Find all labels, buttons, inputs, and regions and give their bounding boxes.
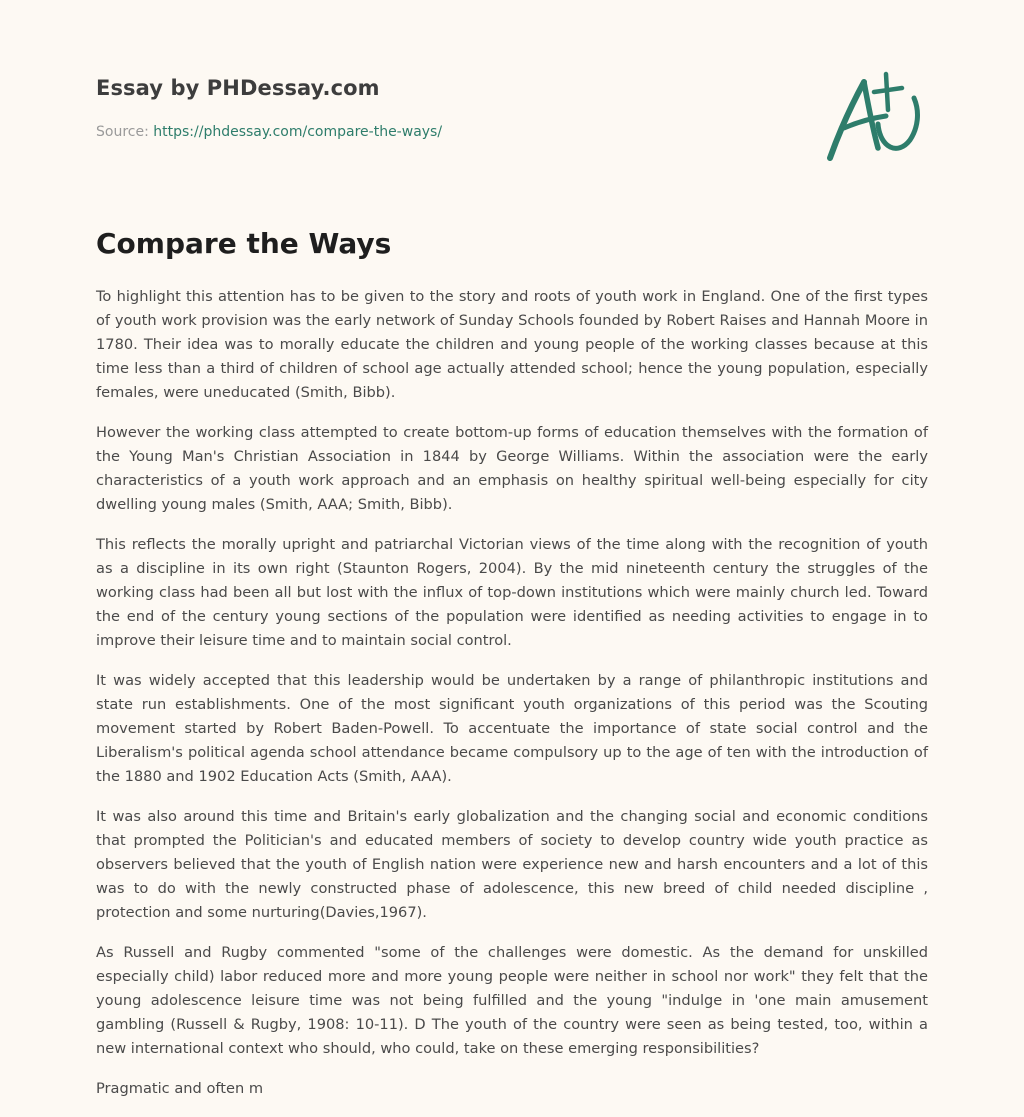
- source-line: [96, 124, 442, 140]
- source-label: Source:: [96, 124, 149, 140]
- essay-paragraph-truncated: Pragmatic and often m: [96, 1080, 264, 1097]
- essay-paragraph: This reflects the morally upright and patriarchal Victorian views of the time along with the recognition of youth as a discipline in its own right (Staunton Rogers, 2004). By the mid nineteenth century the struggles of the working class had been all but lost with the influx of top-down institutions which were mainly church led. Toward the end of the century young sections of the population were identified as needing activities to engage in to improve their leisure time and to maintain social control.: [96, 536, 928, 649]
- essay-paragraph: It was also around this time and Britain's early globalization and the changing social and economic conditions that prompted the Politician's and educated members of society to develop country wide youth practice as observers believed that the youth of English nation were experience new and harsh encounters and a lot of this was to do with the newly constructed phase of adolescence, this new breed of child needed discipline , protection and some nurturing(Davies,1967).: [96, 808, 928, 921]
- source-link[interactable]: https://phdessay.com/compare-the-ways/: [153, 124, 443, 140]
- essay-paragraph: However the working class attempted to create bottom-up forms of education themselves with the formation of the Young Man's Christian Association in 1844 by George Williams. Within the association were the early characteristics of a youth work approach and an emphasis on healthy spiritual well-being especially for city dwelling young males (Smith, AAA; Smith, Bibb).: [96, 424, 928, 513]
- essay-paragraph: To highlight this attention has to be given to the story and roots of youth work in England. One of the first types of youth work provision was the early network of Sunday Schools founded by Robert Raises and Hannah Moore in 1780. Their idea was to morally educate the children and young people of the working classes because at this time less than a third of children of school age actually attended school; hence the young population, especially females, were uneducated (Smith, Bibb).: [96, 288, 928, 401]
- essay-body: [96, 285, 928, 1117]
- site-brand-title: Essay by PHDessay.com: [96, 76, 380, 100]
- essay-title: Compare the Ways: [96, 227, 392, 260]
- a-plus-grade-icon: [826, 68, 926, 164]
- essay-paragraph: As Russell and Rugby commented "some of the challenges were domestic. As the demand for unskilled especially child) labor reduced more and more young people were neither in school nor work" they felt that the young adolescence leisure time was not being fulfilled and the young "indulge in 'one main amusement gambling (Russell & Rugby, 1908: 10-11). D The youth of the country were seen as being tested, too, within a new international context who should, who could, take on these emerging responsibilities?: [96, 944, 928, 1057]
- essay-paragraph: It was widely accepted that this leadership would be undertaken by a range of philanthropic institutions and state run establishments. One of the most significant youth organizations of this period was the Scouting movement started by Robert Baden-Powell. To accentuate the importance of state social control and the Liberalism's political agenda school attendance became compulsory up to the age of ten with the introduction of the 1880 and 1902 Education Acts (Smith, AAA).: [96, 672, 928, 785]
